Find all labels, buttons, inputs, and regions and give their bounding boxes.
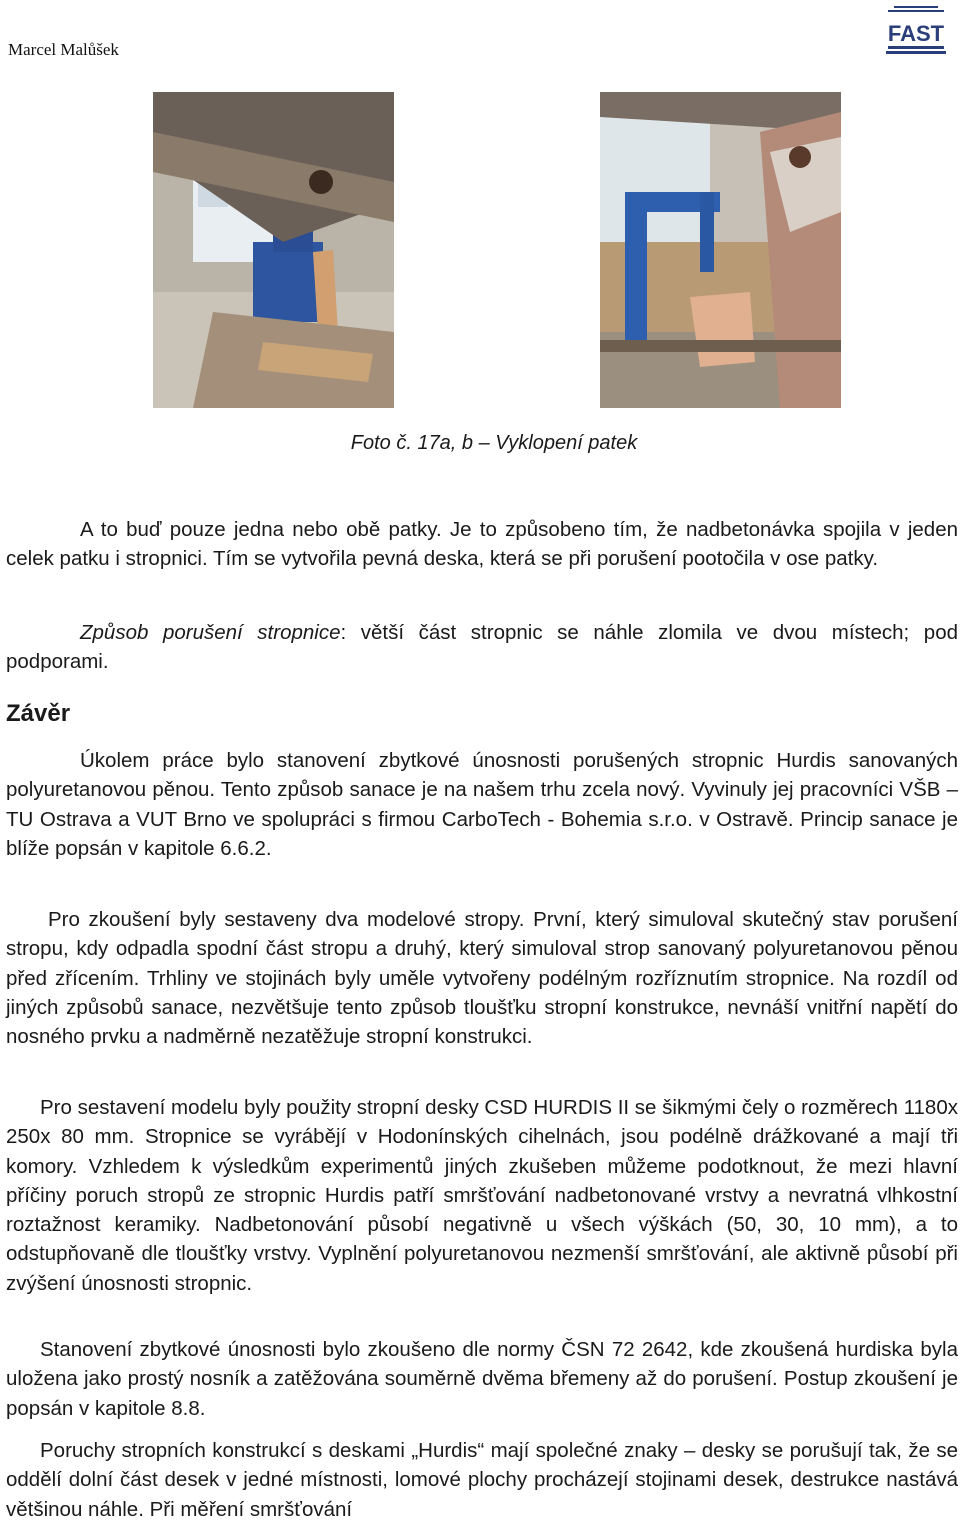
paragraph-ukolem: Úkolem práce bylo stanovení zbytkové únosnosti porušených stropnic Hurdis sanovaných polyuretanovou pěnou. Tento způsob sanace je na našem trhu zcela nový. Vyvinuly jej pracovníci VŠB – TU Ostrava a VUT Brno ve spolupráci s firmou CarboTech - Bohemia s.r.o. v Ostravě. Princip sanace je blíže popsán v kapitole 6.6.2. <box>6 749 958 860</box>
fast-logo <box>884 4 948 56</box>
header-author: Marcel Malůšek <box>8 40 119 59</box>
paragraph-zkouseni: Pro zkoušení byly sestaveny dva modelové stropy. První, který simuloval skutečný stav porušení stropu, kdy odpadla spodní část stropu a druhý, který simuloval strop sanovaný polyuretanovou pěnou před zřícením. Trhliny ve stojinách byly uměle vytvořeny podélným rozříznutím stropnice. Na rozdíl od jiných způsobů sanace, nezvětšuje tento způsob tloušťku stropní konstrukce, nevnáší vnitřní napětí do nosného prvku a nadměrně nezatěžuje stropní konstrukci. <box>6 908 958 1049</box>
paragraph-zpusob-poruseni-text: : větší část stropnic se náhle zlomila ve dvou místech; pod podporami. <box>6 621 958 674</box>
paragraph-zpusob-poruseni-label: Způsob porušení stropnice <box>80 621 341 644</box>
figure-caption: Foto č. 17a, b – Vyklopení patek <box>350 432 638 454</box>
paragraph-poruchy: Poruchy stropních konstrukcí s deskami „Hurdis“ mají společné znaky – desky se porušují tak, že se oddělí dolní část desek v jedné místnosti, lomové plochy procházejí stojinami desek, destrukce nastává většinou náhle. Při měření smršťování <box>6 1439 958 1521</box>
paragraph-zpusob-poruseni <box>6 618 958 677</box>
logo-text: FAST <box>887 21 945 46</box>
photo-17a <box>153 92 394 408</box>
paragraph-patky: A to buď pouze jedna nebo obě patky. Je to způsobeno tím, že nadbetonávka spojila v jeden celek patku i stropnici. Tím se vytvořila pevná deska, která se při porušení pootočila v ose patky. <box>6 518 958 571</box>
section-heading-zaver: Závěr <box>6 700 71 727</box>
paragraph-sestaveni-modelu: Pro sestavení modelu byly použity stropní desky CSD HURDIS II se šikmými čely o rozměrech 1180x 250x 80 mm. Stropnice se vyrábějí v Hodonínských cihelnách, jsou podélně drážkované a mají tři komory. Vzhledem k výsledkům experimentů jiných zkušeben můžeme podotknout, že mezi hlavní příčiny poruch stropů ze stropnic Hurdis patří smršťování nadbetonované vrstvy a nevratná vlhkostní roztažnost keramiky. Nadbetonování působí negativně u všech výškách (50, 30, 10 mm), a to odstupňovaně dle tloušťky vrstvy. Vyplnění polyuretanovou nezmenší smršťování, ale aktivně působí při zvýšení únosnosti stropnic. <box>6 1096 958 1295</box>
paragraph-stanoveni: Stanovení zbytkové únosnosti bylo zkoušeno dle normy ČSN 72 2642, kde zkoušená hurdiska byla uložena jako prostý nosník a zatěžována souměrně dvěma břemeny až do porušení. Postup zkoušení je popsán v kapitole 8.8. <box>6 1338 958 1420</box>
photo-17b <box>600 92 841 408</box>
